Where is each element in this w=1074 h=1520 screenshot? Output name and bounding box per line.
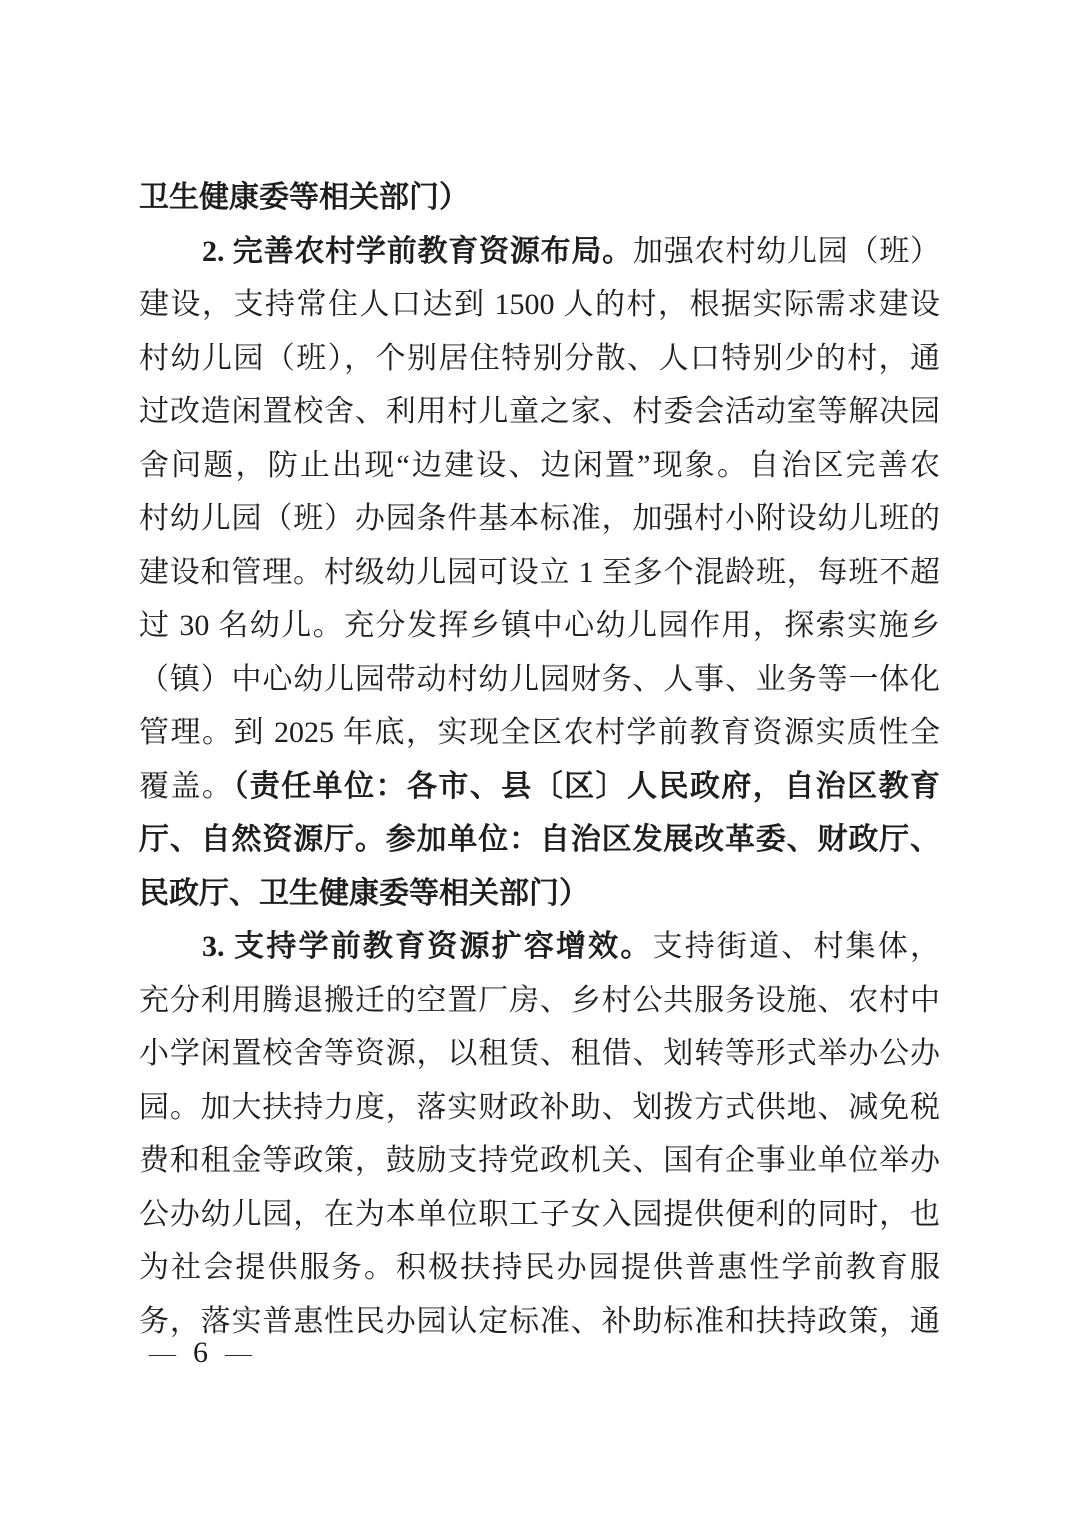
text-line-13 (139, 813, 940, 867)
text-segment: 3. 支持学前教育资源扩容增效。 (202, 930, 653, 963)
text-line-18 (139, 1081, 940, 1135)
text-line-3 (139, 278, 940, 332)
text-segment: （镇）中心幼儿园带动村幼儿园财务、人事、业务等一体化 (139, 662, 940, 696)
text-segment: 村幼儿园（班）办园条件基本标准，加强村小附设幼儿班的 (139, 502, 940, 535)
text-line-12 (139, 760, 940, 814)
text-segment: 小学闲置校舍等资源，以租赁、租借、划转等形式举办公办 (139, 1037, 940, 1070)
text-line-11 (139, 706, 940, 760)
text-line-20 (139, 1188, 940, 1242)
text-line-9 (139, 599, 940, 653)
footer-dash-right: — (225, 1340, 252, 1365)
text-segment: 支持街道、村集体， (652, 930, 941, 963)
text-line-4 (139, 332, 940, 386)
text-segment: 建设，支持常住人口达到 1500 人的村，根据实际需求建设 (139, 288, 940, 321)
text-segment: 加强农村幼儿园（班） (632, 234, 941, 268)
text-segment: 管理。到 2025 年底，实现全区农村学前教育资源实质性全 (139, 716, 940, 749)
text-line-15 (139, 920, 940, 974)
text-line-10 (139, 653, 940, 707)
text-line-21 (139, 1241, 940, 1295)
text-line-19 (139, 1134, 940, 1188)
footer-dash-left: — (149, 1340, 176, 1365)
text-segment: 厅、自然资源厅。参加单位：自治区发展改革委、财政厅、 (139, 823, 940, 856)
text-segment: （责任单位：各市、县〔区〕人民政府，自治区教育 (233, 769, 941, 803)
document-body (139, 171, 940, 1348)
text-line-2 (139, 225, 940, 279)
text-line-14 (139, 867, 940, 921)
text-segment: 务，落实普惠性民办园认定标准、补助标准和扶持政策，通 (139, 1304, 940, 1338)
text-segment: 过 30 名幼儿。充分发挥乡镇中心幼儿园作用，探索实施乡 (139, 609, 940, 642)
text-line-6 (139, 439, 940, 493)
text-segment: 园。加大扶持力度，落实财政补助、划拨方式供地、减免税 (139, 1090, 940, 1124)
text-segment: 费和租金等政策，鼓励支持党政机关、国有企事业单位举办 (139, 1144, 940, 1177)
text-segment: 村幼儿园（班），个别居住特别分散、人口特别少的村，通 (139, 341, 940, 375)
text-segment: 覆盖。 (139, 769, 234, 803)
text-line-8 (139, 546, 940, 600)
text-segment: 过改造闲置校舍、利用村儿童之家、村委会活动室等解决园 (139, 395, 940, 428)
text-segment: 充分利用腾退搬迁的空置厂房、乡村公共服务设施、农村中 (139, 983, 940, 1017)
text-segment: 民政厅、卫生健康委等相关部门） (139, 876, 589, 910)
text-line-5 (139, 385, 940, 439)
text-line-16 (139, 974, 940, 1028)
text-segment: 为社会提供服务。积极扶持民办园提供普惠性学前教育服 (139, 1251, 940, 1284)
page-footer (149, 1338, 252, 1368)
text-segment: 卫生健康委等相关部门） (139, 181, 469, 214)
text-segment: 2. 完善农村学前教育资源布局。 (202, 234, 633, 268)
text-segment: 建设和管理。村级幼儿园可设立 1 至多个混龄班，每班不超 (139, 555, 940, 589)
page-number: 6 (193, 1336, 208, 1369)
text-line-22 (139, 1295, 940, 1349)
text-segment: 舍问题，防止出现“边建设、边闲置”现象。自治区完善农 (139, 448, 940, 482)
text-line-7 (139, 492, 940, 546)
text-line-1 (139, 171, 940, 225)
text-line-17 (139, 1027, 940, 1081)
text-segment: 公办幼儿园，在为本单位职工子女入园提供便利的同时，也 (139, 1197, 940, 1231)
